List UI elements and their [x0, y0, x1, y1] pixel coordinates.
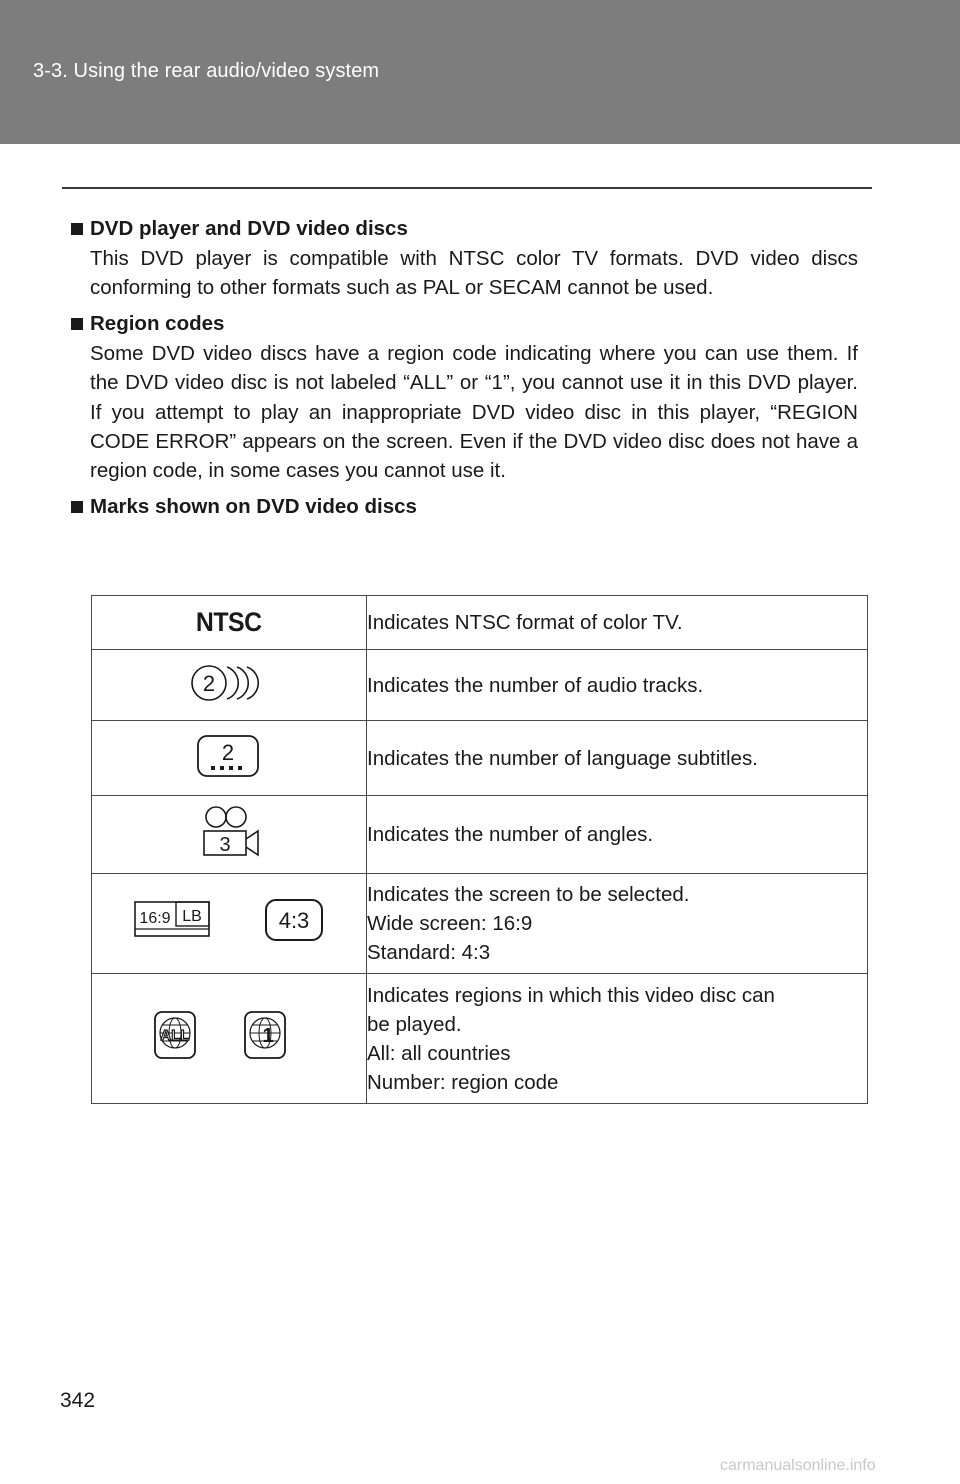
table-row [92, 874, 868, 974]
table-row [92, 596, 868, 650]
mark-description-line: be played. [367, 1012, 462, 1036]
screen-aspect-icon [129, 896, 329, 946]
mark-description-line: Standard: 4:3 [367, 941, 491, 964]
heading-region-codes: Region codes [71, 309, 871, 339]
marks-table [91, 595, 868, 1104]
header-rule [62, 187, 872, 189]
table-row [92, 796, 868, 874]
angles-camera-icon [194, 804, 264, 860]
paragraph-region-codes: Some DVD video discs have a region code indicating where you can use them. If the DVD video disc is not labeled “ALL” or “1”, you cannot use it in this DVD player. If you attempt to play an inappropriate DVD video disc in this player, “REGION CODE ERROR” appears on the screen. Even if the DVD video disc does not have a region code, in some cases you cannot use it. [90, 341, 858, 483]
standard-label: 4:3 [278, 908, 310, 933]
table-row [92, 650, 868, 721]
table-row [92, 721, 868, 796]
region-all-label: ALL [160, 1027, 190, 1044]
page-number: 342 [60, 1389, 96, 1412]
subtitles-icon [194, 733, 264, 779]
audio-tracks-count: 2 [202, 670, 216, 696]
mark-description-line: All: all countries [367, 1041, 511, 1065]
table-row [92, 974, 868, 1104]
mark-description: Indicates the number of language subtitles. [367, 721, 868, 796]
audio-tracks-icon [189, 661, 269, 705]
region-all-icon [155, 1012, 195, 1058]
paragraph-dvd-player: This DVD player is compatible with NTSC color TV formats. DVD video discs conforming to other formats such as PAL or SECAM cannot be used. [90, 247, 858, 300]
watermark: carmanualsonline.info [720, 1457, 876, 1474]
bullet-square-icon [71, 501, 83, 513]
region-number-label: 1 [262, 1025, 274, 1047]
content [71, 214, 871, 522]
mark-description-line: Indicates the screen to be selected. [367, 883, 690, 906]
mark-description: Indicates the number of audio tracks. [367, 650, 868, 721]
letterbox-label: LB [182, 908, 202, 925]
bullet-square-icon [71, 318, 83, 330]
region-globe-icon [149, 1009, 309, 1063]
mark-description-line: Indicates regions in which this video disc can [367, 983, 775, 1007]
heading-dvd-player: DVD player and DVD video discs [71, 214, 871, 244]
angles-count: 3 [219, 834, 231, 856]
region-one-icon [245, 1012, 285, 1058]
mark-description-line: Number: region code [367, 1070, 559, 1094]
header-band [0, 0, 960, 144]
bullet-square-icon [71, 223, 83, 235]
wide-label: 16:9 [139, 910, 171, 927]
ntsc-mark-icon: NTSC [196, 607, 262, 637]
section-title: 3-3. Using the rear audio/video system [33, 60, 380, 82]
heading-marks: Marks shown on DVD video discs [71, 492, 871, 522]
mark-description: Indicates the number of angles. [367, 796, 868, 874]
subtitles-count: 2 [221, 739, 235, 765]
mark-description-line: Wide screen: 16:9 [367, 912, 533, 935]
mark-description: Indicates NTSC format of color TV. [367, 596, 868, 650]
